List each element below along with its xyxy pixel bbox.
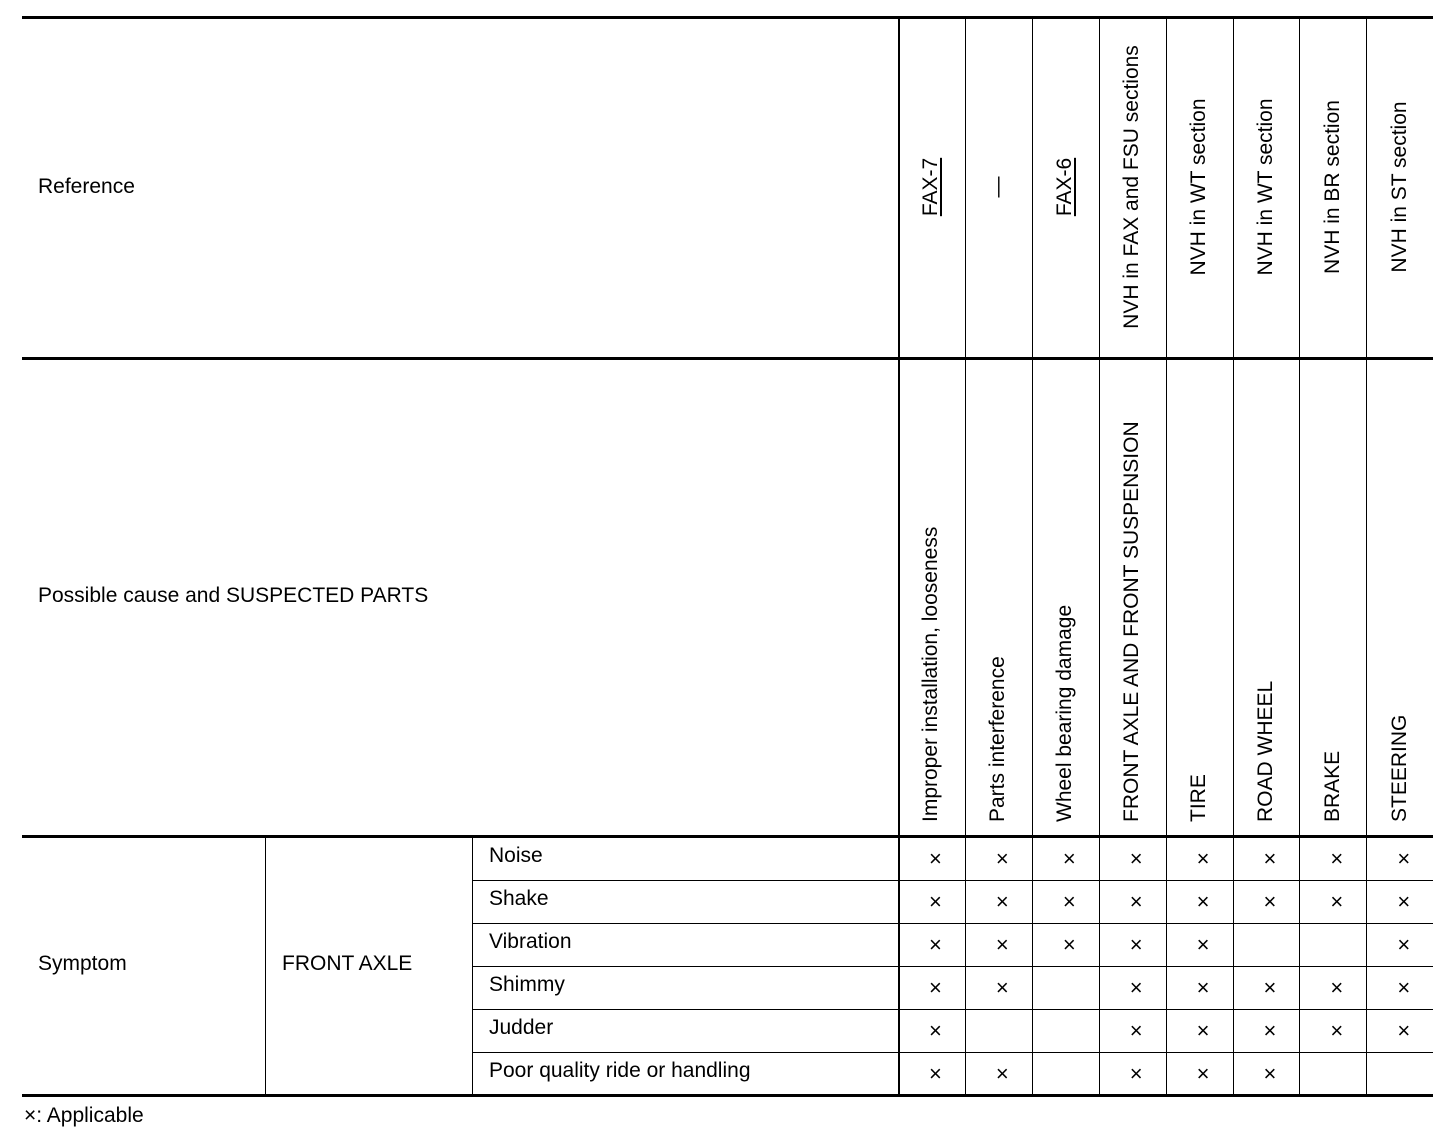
applicable-mark: × [1397,888,1411,914]
applicable-mark: × [1062,845,1076,871]
column-divider [1099,17,1100,1096]
applicable-mark: × [1397,974,1411,1000]
applicable-mark: × [1196,1017,1210,1043]
row-divider [472,880,1433,881]
cause-header: FRONT AXLE AND FRONT SUSPENSION [1120,421,1144,822]
applicable-mark: × [1129,931,1143,957]
column-divider [1032,17,1033,1096]
reference-link[interactable]: FAX-7 [919,157,943,217]
applicable-mark: × [929,888,942,914]
reference-row-bottom-rule [22,357,1433,360]
row-divider [472,923,1433,924]
symptom-row-label: Vibration [489,930,572,953]
symptom-row-label: Shimmy [489,973,565,996]
applicable-mark: × [1196,974,1210,1000]
applicable-mark: × [1196,845,1210,871]
reference-label: Reference [38,175,135,198]
applicable-mark: × [995,974,1009,1000]
reference-text: — [986,176,1010,198]
column-divider [1366,17,1367,1096]
applicable-mark: × [1129,974,1143,1000]
applicable-mark: × [1397,931,1411,957]
row-divider [472,1052,1433,1053]
applicable-mark: × [1263,888,1277,914]
table-top-rule [22,16,1433,19]
symptom-row-label: Noise [489,844,543,867]
applicable-mark: × [1330,974,1344,1000]
applicable-mark: × [1129,1060,1143,1086]
applicable-mark: × [1196,888,1210,914]
applicable-mark: × [1263,845,1277,871]
cause-header: STEERING [1387,714,1411,822]
symptom-label: Symptom [38,952,127,975]
applicable-mark: × [1330,1017,1344,1043]
row-divider [472,1009,1433,1010]
column-divider [965,17,966,1096]
row-divider [472,966,1433,967]
table-bottom-rule [22,1094,1433,1097]
cause-header: TIRE [1187,774,1211,822]
cause-header: Improper installation, looseness [919,526,943,822]
footnote: ×: Applicable [24,1104,144,1127]
applicable-mark: × [1397,1017,1411,1043]
applicable-mark: × [1330,845,1344,871]
reference-text: NVH in BR section [1320,100,1344,274]
applicable-mark: × [995,931,1009,957]
cause-header: Wheel bearing damage [1053,604,1077,822]
cause-header: BRAKE [1320,750,1344,822]
group-label: FRONT AXLE [282,952,413,975]
reference-link[interactable]: FAX-6 [1053,157,1077,217]
applicable-mark: × [1129,1017,1143,1043]
applicable-mark: × [1263,974,1277,1000]
column-divider [1299,17,1300,1096]
applicable-mark: × [995,845,1009,871]
cause-header: ROAD WHEEL [1253,680,1277,822]
column-divider [1166,17,1167,1096]
cause-label: Possible cause and SUSPECTED PARTS [38,584,429,607]
reference-text: NVH in ST section [1387,101,1411,273]
column-divider [898,17,900,1096]
applicable-mark: × [1129,845,1143,871]
column-divider [1233,17,1234,1096]
reference-text: NVH in WT section [1187,98,1211,276]
applicable-mark: × [929,1060,942,1086]
applicable-mark: × [929,931,942,957]
symptom-row-label: Shake [489,887,549,910]
applicable-mark: × [1062,931,1076,957]
symptom-divider [265,836,266,1095]
applicable-mark: × [995,888,1009,914]
symptom-row-label: Poor quality ride or handling [489,1059,751,1082]
cause-row-bottom-rule [22,835,1433,838]
applicable-mark: × [1263,1060,1277,1086]
applicable-mark: × [929,974,942,1000]
applicable-mark: × [1330,888,1344,914]
applicable-mark: × [1196,931,1210,957]
reference-text: NVH in WT section [1253,98,1277,276]
reference-text: NVH in FAX and FSU sections [1120,45,1144,329]
applicable-mark: × [929,1017,942,1043]
applicable-mark: × [929,845,942,871]
applicable-mark: × [1397,845,1411,871]
applicable-mark: × [1062,888,1076,914]
applicable-mark: × [1196,1060,1210,1086]
applicable-mark: × [1129,888,1143,914]
symptom-row-label: Judder [489,1016,554,1039]
cause-header: Parts interference [986,656,1010,822]
applicable-mark: × [1263,1017,1277,1043]
applicable-mark: × [995,1060,1009,1086]
